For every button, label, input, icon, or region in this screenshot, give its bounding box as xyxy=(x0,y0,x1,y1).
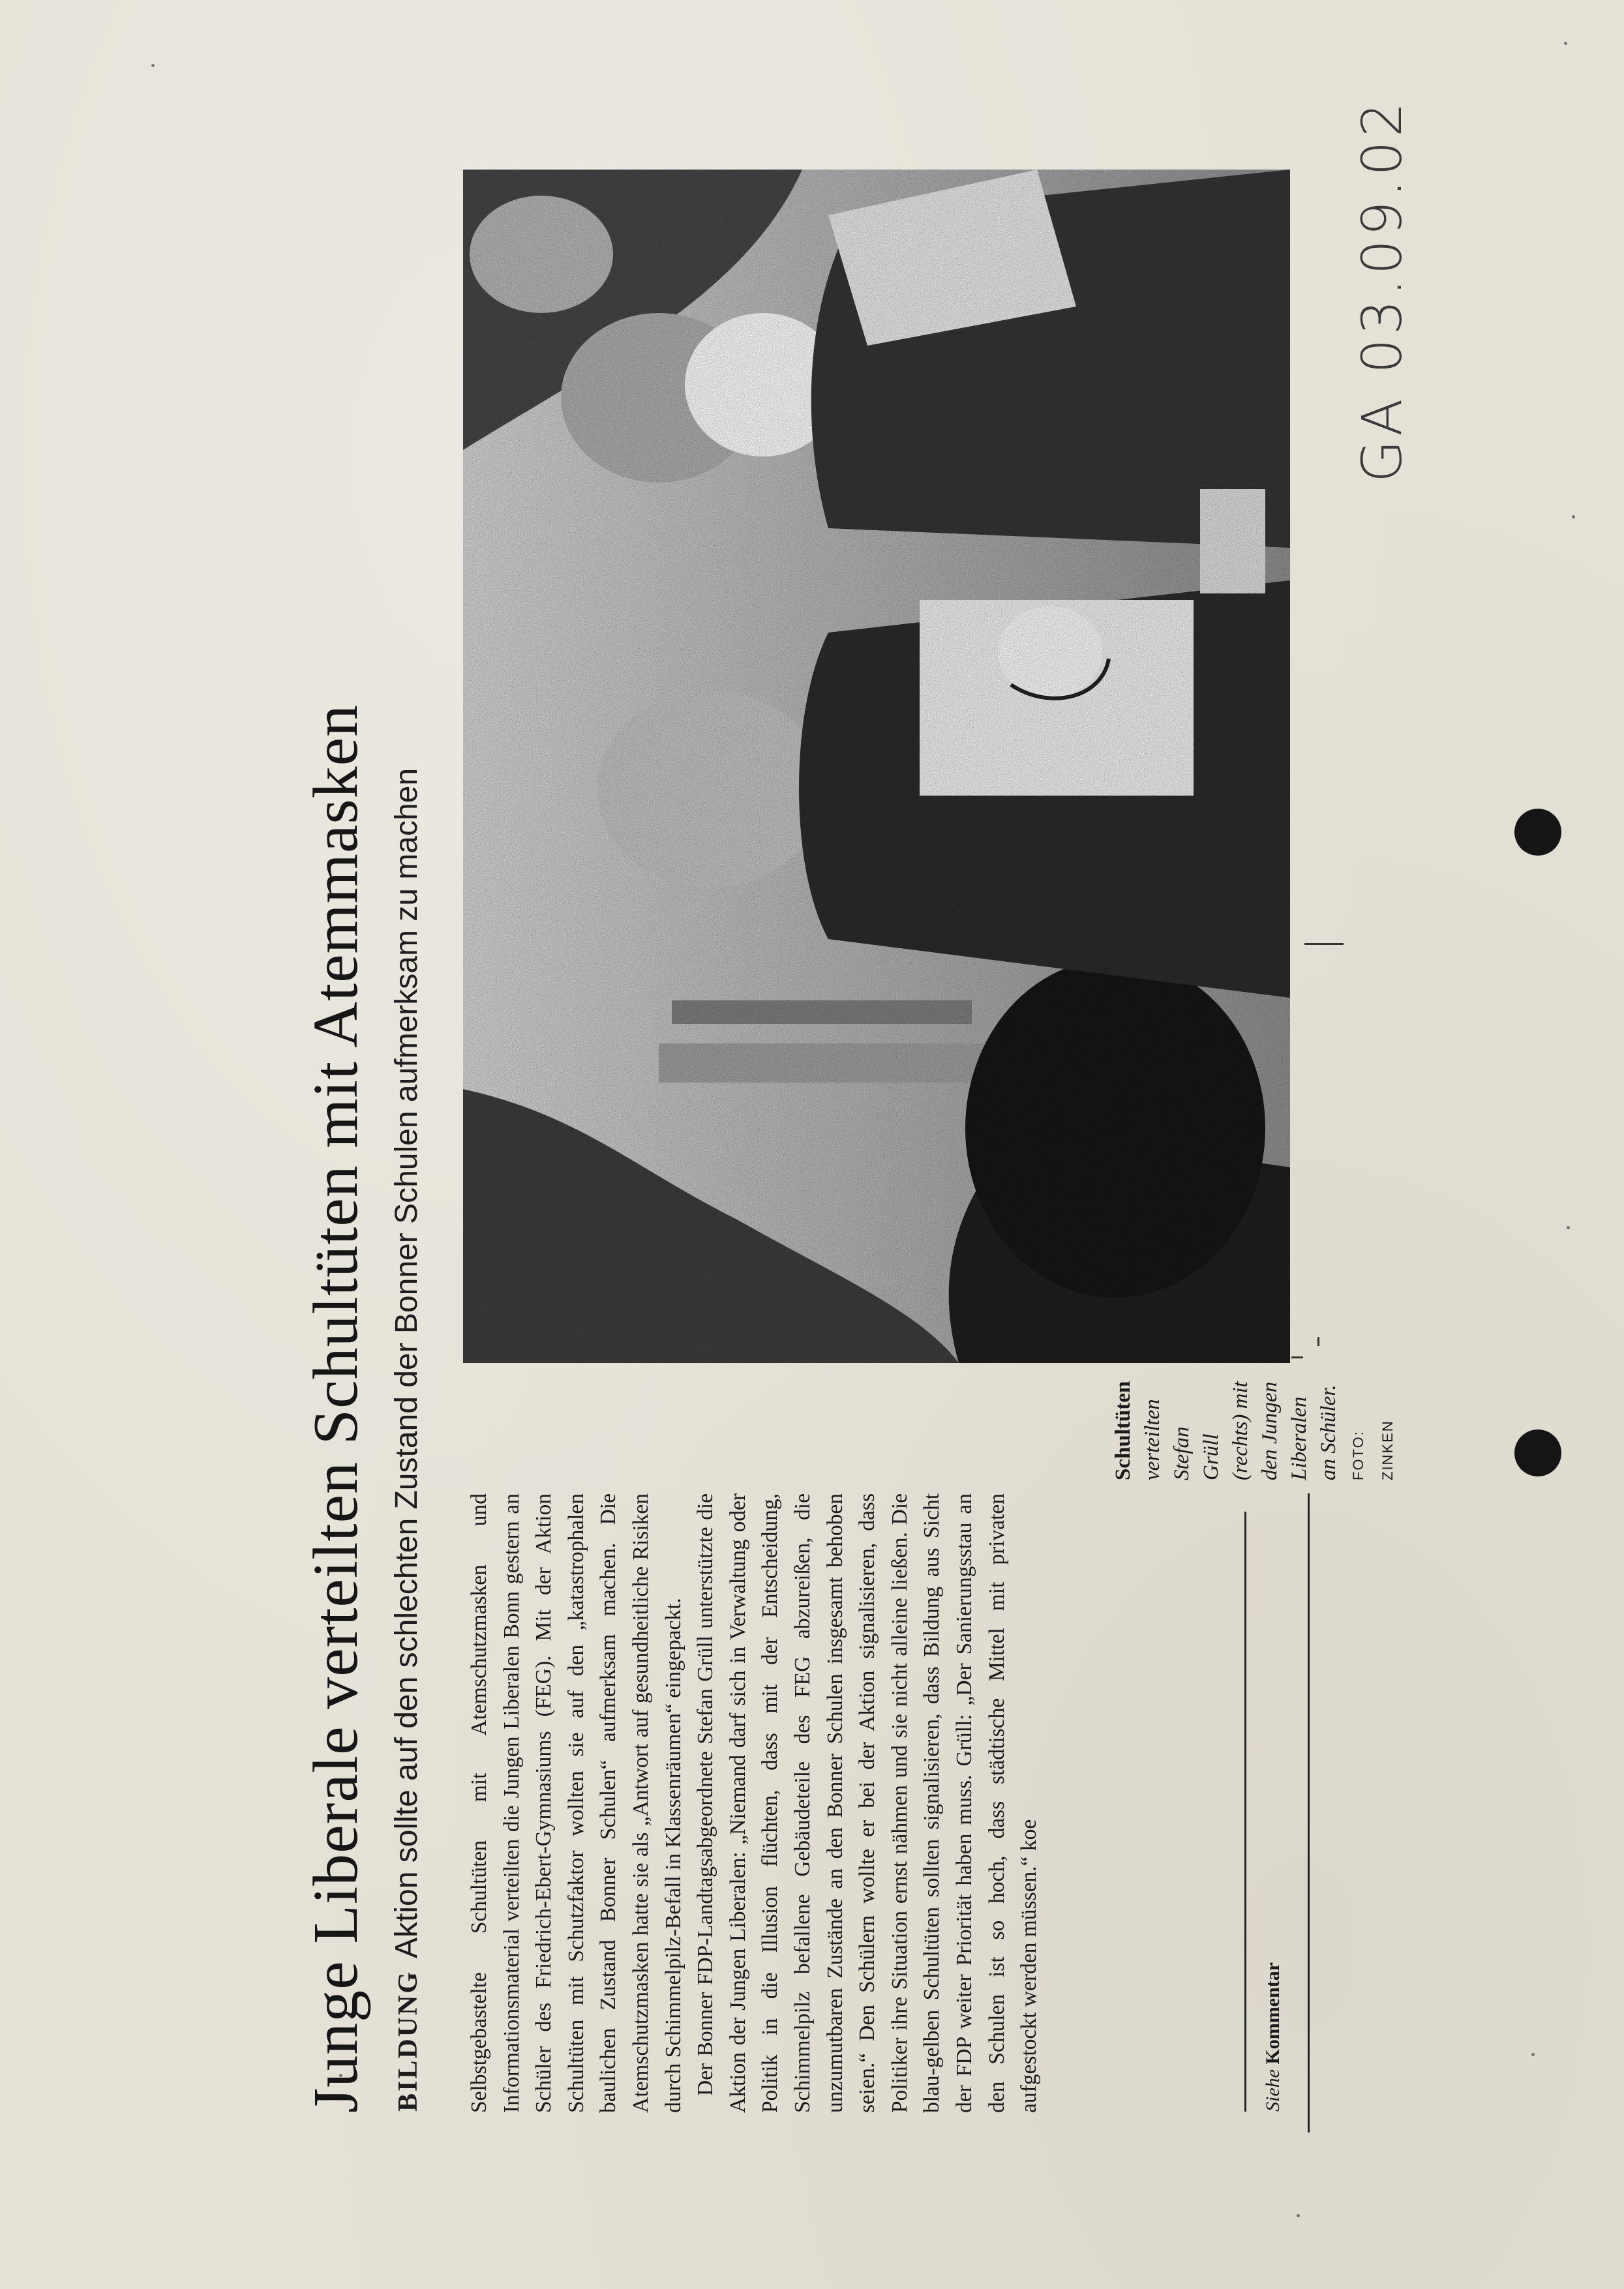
photo-caption xyxy=(1109,1376,1402,1480)
article-photo xyxy=(463,170,1290,1363)
punch-hole xyxy=(1514,809,1561,856)
dust-speck xyxy=(1564,42,1567,45)
see-also-prefix: Siehe xyxy=(1262,2069,1284,2112)
dust-speck xyxy=(1297,2214,1300,2217)
margin-mark xyxy=(1317,1337,1319,1346)
subheadline xyxy=(389,155,427,2112)
see-also-target: Kommentar xyxy=(1262,1962,1284,2065)
dust-speck xyxy=(1572,515,1575,518)
paragraph: Selbstgebastelte Schultüten mit Atemschutzmasken und Informationsmaterial verteilten die Jungen Liberalen Bonn gestern an Schüler des Friedrich-Ebert-Gymnasiums (FEG). Mit der Aktion Schultüten mit Schutzfaktor wollten sie auf den „katastrophalen baulichen Zustand Bonner Schulen“ aufmerksam machen. Die Atemschutzmasken hatte sie als „Antwort auf gesundheitliche Risiken durch Schimmelpilz-Befall in Klassenräumen“ eingepackt. xyxy=(467,1493,685,2113)
photo-credit: FOTO: ZINKEN xyxy=(1350,1420,1396,1480)
see-also xyxy=(1262,1962,1284,2112)
photo-image xyxy=(463,170,1290,1363)
caption-text: verteilten Stefan Grüll (rechts) mit den Jungen Liberalen an Schüler. xyxy=(1141,1381,1340,1480)
headline: Junge Liberale verteilten Schultüten mit Atemmasken xyxy=(301,704,371,2113)
punch-hole xyxy=(1514,1429,1561,1476)
dust-speck xyxy=(1531,2053,1535,2056)
section-kicker: BILDUNG xyxy=(393,1969,423,2112)
dust-speck xyxy=(1567,1226,1570,1229)
handwritten-date: GA 03.09.02 xyxy=(1350,98,1414,483)
article-body xyxy=(463,1493,1045,2113)
divider xyxy=(1244,1512,1246,2112)
paragraph: Der Bonner FDP-Landtagsabgeordnete Stefan Grüll unterstützte die Aktion der Jungen Liberalen: „Niemand darf sich in Verwaltung oder Politik in die Illusion flüchten, dass mit der Entscheidung, Schimmelpilz befallene Gebäudeteile des FEG abzureißen, die unzumutbaren Zustände an den Bonner Schulen insgesamt behoben seien.“ Den Schülern wollte er bei der Aktion signalisieren, dass Politiker ihre Situation ernst nähmen und sie nicht alleine ließen. Die blau-gelben Schultüten sollten signalisieren, dass Bildung aus Sicht der FDP weiter Priorität haben muss. Grüll: „Der Sanierungsstau an den Schulen ist so hoch, dass städtische Mittel mit privaten aufgestockt werden müssen.“ koe xyxy=(693,1493,1042,2113)
subheadline-text: Aktion sollte auf den schlechten Zustand der Bonner Schulen aufmerksam zu machen xyxy=(389,768,424,1958)
bottom-rule xyxy=(1308,1493,1310,2132)
dust-speck xyxy=(151,64,155,67)
caption-lead: Schultüten xyxy=(1111,1381,1135,1480)
